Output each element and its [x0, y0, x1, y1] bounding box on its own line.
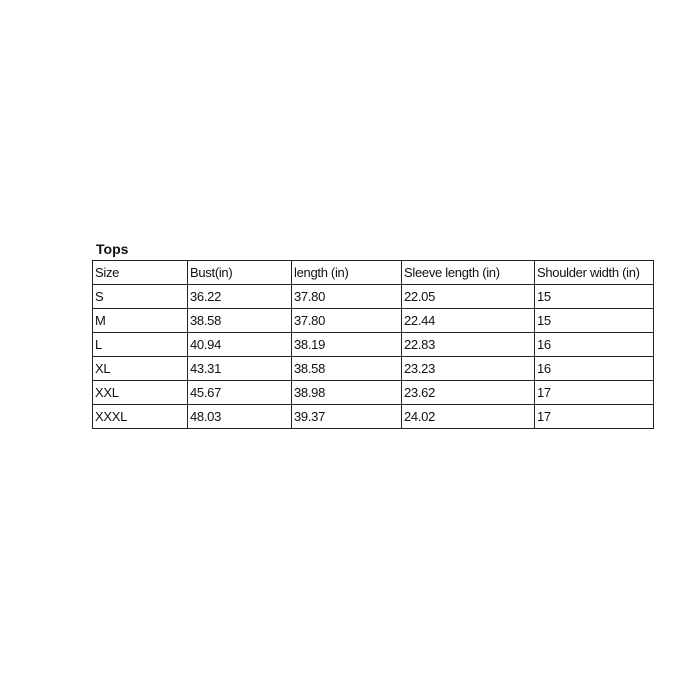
table-row [93, 405, 654, 429]
cell-size: M [93, 309, 188, 333]
cell-sleeve-length: 22.44 [402, 309, 535, 333]
cell-bust: 45.67 [188, 381, 292, 405]
header-shoulder-width: Shoulder width (in) [535, 261, 654, 285]
table-row [93, 381, 654, 405]
cell-sleeve-length: 24.02 [402, 405, 535, 429]
cell-shoulder-width: 15 [535, 309, 654, 333]
cell-shoulder-width: 17 [535, 405, 654, 429]
table-title: Tops [96, 241, 129, 257]
cell-sleeve-length: 23.23 [402, 357, 535, 381]
cell-bust: 38.58 [188, 309, 292, 333]
cell-size: XXXL [93, 405, 188, 429]
cell-length: 38.19 [292, 333, 402, 357]
cell-length: 39.37 [292, 405, 402, 429]
cell-length: 37.80 [292, 309, 402, 333]
cell-bust: 48.03 [188, 405, 292, 429]
header-sleeve-length: Sleeve length (in) [402, 261, 535, 285]
cell-size: XL [93, 357, 188, 381]
table-row [93, 285, 654, 309]
cell-shoulder-width: 15 [535, 285, 654, 309]
header-size: Size [93, 261, 188, 285]
cell-size: L [93, 333, 188, 357]
cell-shoulder-width: 16 [535, 357, 654, 381]
cell-shoulder-width: 17 [535, 381, 654, 405]
table-row [93, 357, 654, 381]
cell-bust: 36.22 [188, 285, 292, 309]
cell-bust: 43.31 [188, 357, 292, 381]
size-chart [92, 238, 654, 429]
cell-sleeve-length: 22.83 [402, 333, 535, 357]
cell-bust: 40.94 [188, 333, 292, 357]
header-row [93, 261, 654, 285]
header-length: length (in) [292, 261, 402, 285]
cell-length: 37.80 [292, 285, 402, 309]
cell-shoulder-width: 16 [535, 333, 654, 357]
cell-sleeve-length: 22.05 [402, 285, 535, 309]
header-bust: Bust(in) [188, 261, 292, 285]
cell-size: XXL [93, 381, 188, 405]
cell-length: 38.58 [292, 357, 402, 381]
table-row [93, 333, 654, 357]
size-table [92, 260, 654, 429]
cell-sleeve-length: 23.62 [402, 381, 535, 405]
cell-size: S [93, 285, 188, 309]
cell-length: 38.98 [292, 381, 402, 405]
table-row [93, 309, 654, 333]
